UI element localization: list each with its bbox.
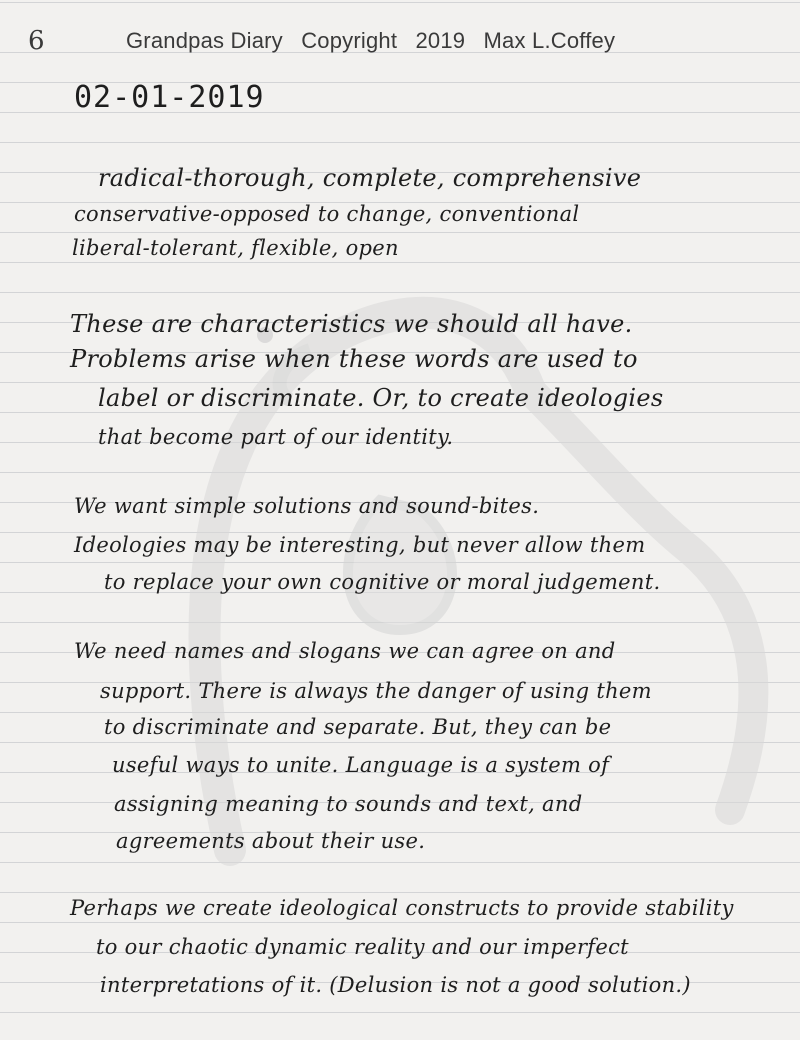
copyright-year: 2019 <box>415 28 466 53</box>
copyright-label: Copyright <box>301 28 398 53</box>
constructs-line-2: to our chaotic dynamic reality and our imperfect <box>96 935 629 959</box>
names-line-2: support. There is always the danger of using them <box>100 679 652 703</box>
constructs-line-1: Perhaps we create ideological constructs to provide stability <box>70 896 734 920</box>
names-line-5: assigning meaning to sounds and text, and <box>114 792 583 816</box>
definition-conservative: conservative-opposed to change, conventional <box>74 202 580 226</box>
characteristics-line-2: Problems arise when these words are used to <box>70 345 638 373</box>
definition-liberal: liberal-tolerant, flexible, open <box>72 236 399 260</box>
entry-date: 02-01-2019 <box>74 80 265 115</box>
names-line-3: to discriminate and separate. But, they can be <box>104 715 612 739</box>
page-header <box>0 28 800 54</box>
solutions-line-1: We want simple solutions and sound-bites. <box>74 494 540 518</box>
definition-radical: radical-thorough, complete, comprehensive <box>98 164 642 192</box>
solutions-line-2: Ideologies may be interesting, but never allow them <box>74 533 646 557</box>
solutions-line-3: to replace your own cognitive or moral judgement. <box>104 570 661 594</box>
names-line-1: We need names and slogans we can agree on and <box>74 639 616 663</box>
page-number: 6 <box>28 26 45 56</box>
header-text <box>126 28 627 54</box>
characteristics-line-1: These are characteristics we should all have. <box>70 310 633 338</box>
names-line-4: useful ways to unite. Language is a system of <box>112 753 610 777</box>
constructs-line-3: interpretations of it. (Delusion is not a good solution.) <box>100 973 691 997</box>
characteristics-line-4: that become part of our identity. <box>98 425 454 449</box>
names-line-6: agreements about their use. <box>116 829 426 853</box>
diary-title: Grandpas Diary <box>126 28 283 53</box>
characteristics-line-3: label or discriminate. Or, to create ideologies <box>98 384 664 412</box>
author-name: Max L.Coffey <box>483 28 616 53</box>
